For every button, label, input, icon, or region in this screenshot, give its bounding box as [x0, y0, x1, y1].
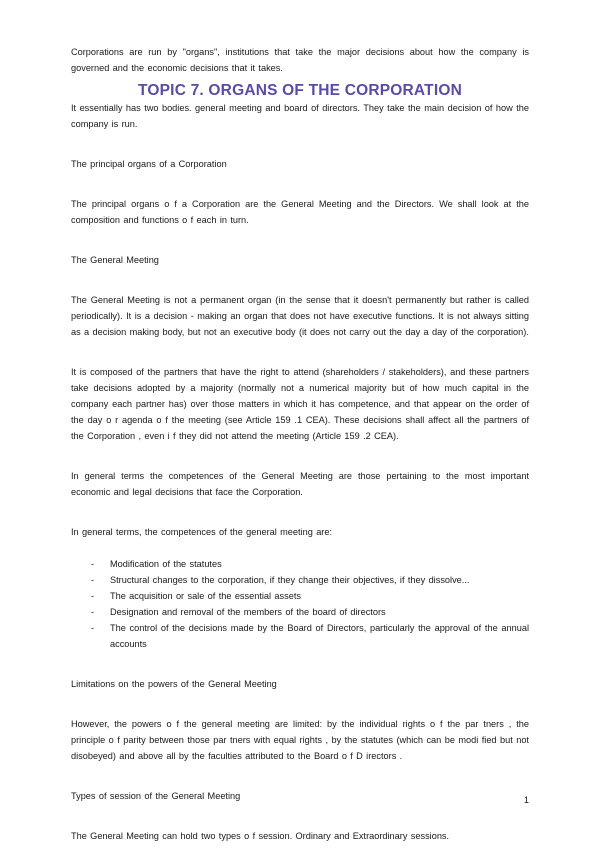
paragraph-intro-2: It essentially has two bodies. general meeting and board of directors. They take the main decision of how the company is run. [71, 103, 529, 129]
paragraph-types-of-session: The General Meeting can hold two types o f session. Ordinary and Extraordinary sessions. [71, 831, 450, 841]
bullet-marker-icon: - [91, 623, 95, 633]
bullet-marker-icon: - [91, 591, 95, 601]
list-item-label: The acquisition or sale of the essential assets [110, 591, 301, 601]
paragraph-general-meeting-2: It is composed of the partners that have the right to attend (shareholders / stakeholders), and these partners take decisions adopted by a majority (normally not a numerical majority but of how much capital in the company each partner has) over those matters in which it has competence, and that appear on the order of the day o r agenda o f the meeting (see Article 159 .1 CEA). These decisions shall affect all the partners of the Corporation , even i f they did not attend the meeting (Article 159 .2 CEA). [71, 367, 529, 441]
heading-limitations: Limitations on the powers of the General Meeting [71, 679, 277, 689]
paragraph-intro-1: Corporations are run by "organs", institutions that take the major decisions about how the company is governed and the economic decisions that it takes. [71, 47, 529, 73]
bullet-marker-icon: - [91, 607, 95, 617]
heading-types-of-session: Types of session of the General Meeting [71, 791, 241, 801]
list-item [71, 588, 529, 604]
list-item [71, 604, 529, 620]
list-item-label: Designation and removal of the members of the board of directors [110, 607, 386, 617]
paragraph-competences-lead-in: In general terms, the competences of the general meeting are: [71, 527, 333, 537]
paragraph-principal-organs: The principal organs o f a Corporation are the General Meeting and the Directors. We shall look at the composition and functions o f each in turn. [71, 199, 529, 225]
page-title: TOPIC 7. ORGANS OF THE CORPORATION [138, 82, 462, 99]
bullet-marker-icon: - [91, 559, 95, 569]
list-item [71, 620, 529, 652]
list-item-label: The control of the decisions made by the Board of Directors, particularly the approval of the annual accounts [110, 623, 529, 649]
bullet-marker-icon: - [91, 575, 95, 585]
list-item [71, 556, 529, 572]
list-item-label: Modification of the statutes [110, 559, 222, 569]
page-number: 1 [523, 795, 529, 805]
competences-list [71, 556, 529, 652]
paragraph-competences-intro: In general terms the competences of the General Meeting are those pertaining to the most important economic and legal decisions that face the Corporation. [71, 471, 529, 497]
heading-general-meeting: The General Meeting [71, 255, 159, 265]
paragraph-general-meeting-1: The General Meeting is not a permanent organ (in the sense that it doesn't permanently but rather is called periodically). It is a decision - making an organ that does not have executive functions. It is not always sitting as a decision making body, but not an executive body (it does not carry out the day a day of the corporation). [71, 295, 529, 337]
list-item [71, 572, 529, 588]
paragraph-limitations: However, the powers o f the general meeting are limited: by the individual rights o f the par tners , the principle o f parity between those par tners with equal rights , by the statutes (which can be modi fied but not disobeyed) and above all by the faculties attributed to the Board o f D irectors . [71, 719, 529, 761]
heading-principal-organs: The principal organs of a Corporation [71, 159, 227, 169]
list-item-label: Structural changes to the corporation, if they change their objectives, if they dissolve... [110, 575, 470, 585]
document-body [71, 0, 529, 844]
